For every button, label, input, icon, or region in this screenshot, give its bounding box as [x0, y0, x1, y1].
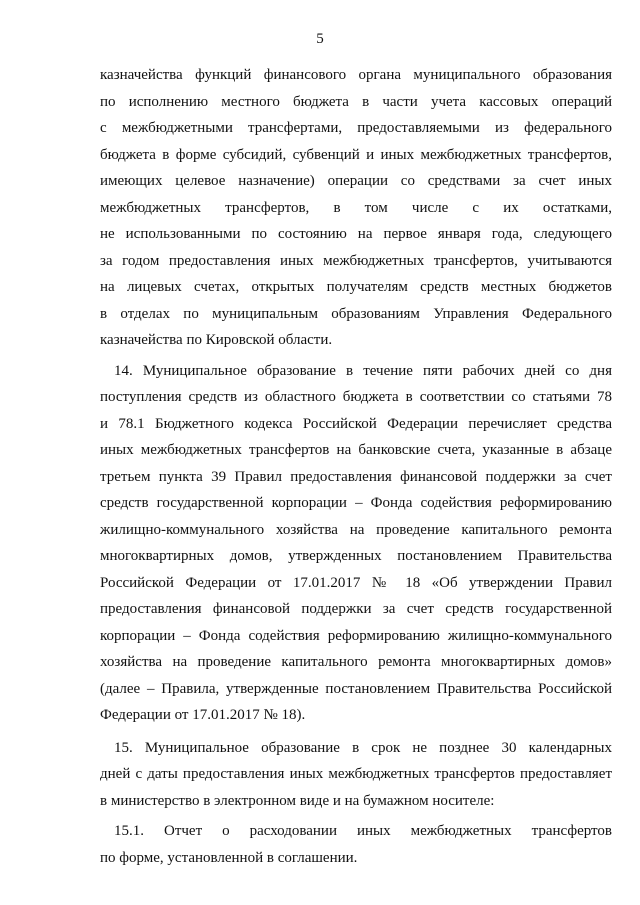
- text-line: 15.1. Отчет о расходовании иных межбюджетных трансфертов: [114, 823, 612, 839]
- text-line: межбюджетных трансфертов, в том числе с их остатками,: [100, 199, 612, 216]
- paragraph-15-1: [100, 818, 612, 871]
- text-line: 15. Муниципальное образование в срок не позднее 30 календарных: [114, 739, 612, 756]
- text-line: казначейства по Кировской области.: [100, 332, 333, 348]
- text-line: по форме, установленной в соглашении.: [100, 849, 358, 866]
- text-line: в министерство в электронном виде и на бумажном носителе:: [100, 792, 495, 809]
- page-number: 5: [316, 31, 324, 47]
- text-line: Федерации от 17.01.2017 № 18).: [100, 707, 306, 723]
- text-line: средств государственной корпорации – Фонда содействия реформированию: [100, 495, 612, 511]
- text-line: 14. Муниципальное образование в течение пяти рабочих дней со дня: [114, 362, 612, 379]
- text-line: не использованными по состоянию на первое января года, следующего: [100, 226, 612, 242]
- text-line: за годом предоставления иных межбюджетных трансфертов, учитываются: [100, 252, 612, 269]
- text-line: третьем пункта 39 Правил предоставления финансовой поддержки за счет: [100, 468, 612, 485]
- text-line: жилищно-коммунального хозяйства на проведение капитального ремонта: [100, 521, 612, 538]
- text-line: хозяйства на проведение капитального ремонта многоквартирных домов»: [100, 654, 612, 670]
- document-body: [100, 62, 612, 871]
- text-line: дней с даты предоставления иных межбюджетных трансфертов предоставляет: [100, 766, 612, 782]
- text-line: имеющих целевое назначение) операции со средствами за счет иных: [100, 173, 612, 189]
- text-line: на лицевых счетах, открытых получателям средств местных бюджетов: [100, 279, 612, 295]
- text-line: и 78.1 Бюджетного кодекса Российской Федерации перечисляет средства: [100, 415, 612, 432]
- text-line: казначейства функций финансового органа муниципального образования: [100, 67, 612, 83]
- text-line: по исполнению местного бюджета в части учета кассовых операций: [100, 93, 612, 110]
- text-line: с межбюджетными трансфертами, предоставляемыми из федерального: [100, 120, 612, 136]
- text-line: Российской Федерации от 17.01.2017 № 18 «Об утверждении Правил: [100, 574, 612, 591]
- paragraph-13-continuation: [100, 62, 612, 354]
- text-line: в отделах по муниципальным образованиям Управления Федерального: [100, 305, 612, 322]
- text-line: бюджета в форме субсидий, субвенций и иных межбюджетных трансфертов,: [100, 146, 612, 163]
- text-line: многоквартирных домов, утвержденных постановлением Правительства: [100, 548, 612, 564]
- text-line: поступления средств из областного бюджета в соответствии со статьями 78: [100, 389, 612, 405]
- text-line: предоставления финансовой поддержки за счет средств государственной: [100, 601, 612, 617]
- text-line: (далее – Правила, утвержденные постановлением Правительства Российской: [100, 680, 612, 697]
- paragraph-15: [100, 735, 612, 815]
- text-line: иных межбюджетных трансфертов на банковские счета, указанные в абзаце: [100, 442, 612, 458]
- text-line: корпорации – Фонда содействия реформированию жилищно-коммунального: [100, 627, 612, 644]
- paragraph-14: [100, 358, 612, 729]
